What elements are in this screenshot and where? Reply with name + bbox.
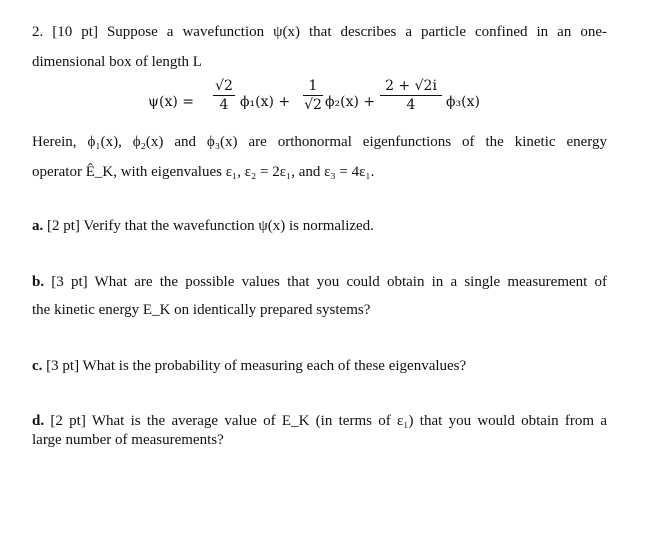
phi2-term: ϕ₂(x) + bbox=[325, 94, 376, 110]
equation-lhs: ψ(x) = bbox=[148, 94, 194, 110]
herein-line-1: Herein, ϕ₁(x), ϕ₂(x) and ϕ₃(x) are orthonormal eigenfunctions of the kinetic energy bbox=[32, 134, 607, 150]
coefficient-1-numerator: √2 bbox=[215, 78, 233, 94]
coefficient-3-numerator: 2 + √2i bbox=[385, 78, 437, 94]
part-c-label: c. bbox=[32, 358, 43, 374]
problem-header: 2. [10 pt] Suppose a wavefunction ψ(x) that describes a particle confined in an one- bbox=[32, 24, 607, 40]
part-b-label: b. bbox=[32, 274, 45, 290]
part-d-text: [2 pt] What is the average value of E_K (in terms of ε₁) that you would obtain from a bbox=[50, 413, 607, 429]
part-a-label: a. bbox=[32, 218, 44, 234]
coefficient-2-numerator: 1 bbox=[308, 78, 318, 94]
coefficient-1-denominator: 4 bbox=[219, 97, 229, 113]
phi3-term: ϕ₃(x) bbox=[446, 94, 480, 110]
wavefunction-equation bbox=[0, 78, 668, 128]
part-c-text: [3 pt] What is the probability of measuring each of these eigenvalues? bbox=[46, 358, 467, 374]
part-d-continued: large number of measurements? bbox=[32, 432, 224, 448]
fraction-bar bbox=[380, 95, 442, 96]
part-b-continued: the kinetic energy E_K on identically prepared systems? bbox=[32, 302, 371, 318]
part-b-text: [3 pt] What are the possible values that you could obtain in a single measurement of bbox=[51, 274, 607, 290]
part-a-text: [2 pt] Verify that the wavefunction ψ(x) is normalized. bbox=[47, 218, 374, 234]
phi1-term: ϕ₁(x) + bbox=[240, 94, 291, 110]
coefficient-1 bbox=[213, 78, 235, 113]
problem-header-continued: dimensional box of length L bbox=[32, 54, 202, 70]
fraction-bar bbox=[213, 95, 235, 96]
fraction-bar bbox=[303, 95, 323, 96]
part-a bbox=[32, 216, 374, 236]
part-d bbox=[32, 411, 607, 431]
part-d-label: d. bbox=[32, 413, 45, 429]
coefficient-2 bbox=[303, 78, 323, 113]
part-b bbox=[32, 272, 607, 292]
herein-line-2: operator Ê_K, with eigenvalues ε₁, ε₂ = 2ε₁, and ε₃ = 4ε₁. bbox=[32, 164, 375, 180]
coefficient-2-denominator: √2 bbox=[304, 97, 322, 113]
part-c bbox=[32, 356, 466, 376]
coefficient-3-denominator: 4 bbox=[406, 97, 416, 113]
coefficient-3 bbox=[380, 78, 442, 113]
